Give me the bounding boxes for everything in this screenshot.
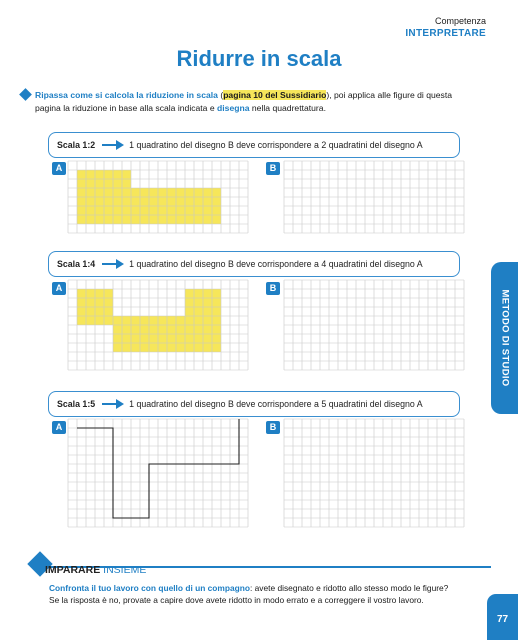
grid-drawing-b-scale-1-5[interactable]: [284, 419, 464, 527]
tag-a: A: [52, 282, 66, 295]
scale-label: Scala 1:2: [57, 140, 96, 150]
scale-box-3: [48, 391, 460, 417]
scale-text: 1 quadratino del disegno B deve corrispondere a 5 quadratini del disegno A: [129, 399, 423, 409]
tag-b: B: [266, 421, 280, 434]
instructions-highlight: pagina 10 del Sussidiario: [223, 90, 327, 100]
instructions-end: nella quadrettatura.: [249, 102, 326, 113]
footer-title-rest: INSIEME: [100, 564, 147, 576]
footer-text-lead: Confronta il tuo lavoro con quello di un compagno: [49, 583, 250, 593]
footer-title-bold: IMPARARE: [45, 564, 101, 576]
sidebar-tab-metodo-di-studio: [491, 262, 518, 414]
tag-b: B: [266, 162, 280, 175]
tag-b: B: [266, 282, 280, 295]
tag-a: A: [52, 421, 66, 434]
arrow-right-icon: [102, 399, 124, 409]
grid-drawing-a-scale-1-2: [68, 161, 248, 233]
grid-drawing-b-scale-1-2[interactable]: [284, 161, 464, 233]
instructions-paren: (: [217, 90, 224, 100]
diamond-bullet-icon: [19, 88, 32, 101]
instructions-lead: Ripassa come si calcola la riduzione in scala: [35, 90, 218, 100]
footer-title: [45, 564, 146, 576]
competenza-label: Competenza: [434, 16, 486, 26]
page-number: 77: [487, 594, 518, 640]
scale-box-1: [48, 132, 460, 158]
competenza-box: [405, 16, 486, 39]
arrow-right-icon: [102, 140, 124, 150]
scale-text: 1 quadratino del disegno B deve corrispondere a 2 quadratini del disegno A: [129, 140, 423, 150]
competenza-value: INTERPRETARE: [405, 28, 486, 39]
grid-drawing-a-scale-1-4: [68, 280, 248, 370]
scale-label: Scala 1:4: [57, 259, 96, 269]
instructions-body: ), poi applica alle figure di questa pagina la riduzione in base alla scala indicata e: [35, 90, 453, 113]
instructions: [35, 89, 475, 114]
tag-a: A: [52, 162, 66, 175]
scale-box-2: [48, 251, 460, 277]
grid-drawing-a-scale-1-5: [68, 419, 248, 527]
sidebar-label: METODO DI STUDIO: [499, 289, 510, 387]
footer-text: [49, 583, 449, 607]
arrow-right-icon: [102, 259, 124, 269]
scale-label: Scala 1:5: [57, 399, 96, 409]
instructions-action: disegna: [217, 102, 250, 113]
scale-text: 1 quadratino del disegno B deve corrispondere a 4 quadratini del disegno A: [129, 259, 423, 269]
grid-drawing-b-scale-1-4[interactable]: [284, 280, 464, 370]
page-title: Ridurre in scala: [176, 46, 342, 71]
footer-text-body: : avete disegnato e ridotto allo stesso modo le figure? Se la risposta è no, provate a capire dove avete ridotto in modo errato e a correggere il vostro lavoro.: [49, 583, 449, 605]
